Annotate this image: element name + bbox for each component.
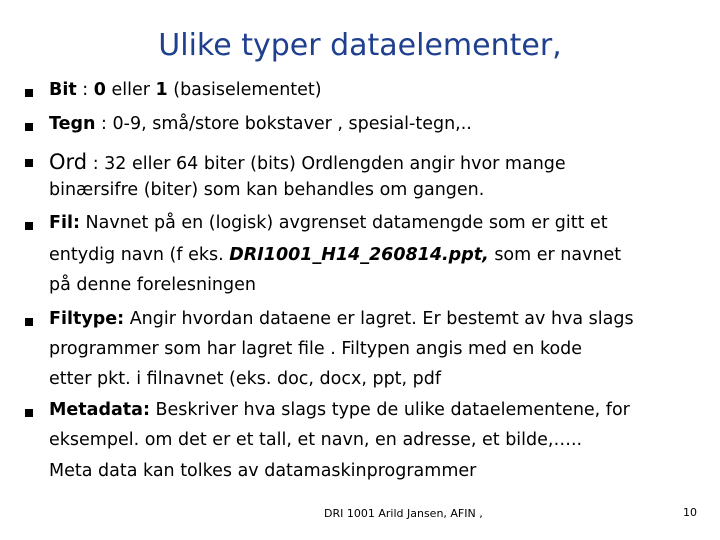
page-number: 10 [683, 506, 697, 519]
bullet-line [49, 245, 621, 265]
bullet-marker [25, 159, 33, 167]
text-segment: på denne forelesningen [49, 275, 256, 295]
text-segment: som er navnet [488, 245, 622, 265]
bullet-line [49, 369, 441, 389]
bullet-marker [25, 318, 33, 326]
bullet-marker [25, 123, 33, 131]
text-segment: 0 [93, 80, 106, 100]
bullet-line [49, 309, 634, 329]
text-segment: Metadata: [49, 400, 150, 420]
bullet-line [49, 180, 484, 200]
text-segment: Filtype: [49, 309, 125, 329]
text-segment: eksempel. om det er et tall, et navn, en adresse, et bilde,….. [49, 430, 583, 450]
bullet-line [49, 275, 256, 295]
text-segment: Ord [49, 150, 88, 174]
slide-title: Ulike typer dataelementer, [158, 28, 562, 63]
text-segment: Tegn [49, 114, 96, 134]
bullet-line [49, 461, 476, 481]
bullet-line [49, 80, 322, 100]
text-segment: Angir hvordan dataene er lagret. Er bestemt av hva slags [124, 309, 634, 329]
text-segment: : [76, 80, 94, 100]
text-segment: Navnet på en (logisk) avgrenset datamengde som er gitt et [79, 213, 608, 233]
text-segment: programmer som har lagret file . Filtypen angis med en kode [49, 339, 583, 359]
text-segment: (basiselementet) [167, 80, 322, 100]
text-segment: entydig navn (f eks. [49, 245, 230, 265]
bullet-marker [25, 222, 33, 230]
bullet-line [49, 213, 608, 233]
bullet-line [49, 150, 566, 174]
bullet-line [49, 400, 630, 420]
bullet-marker [25, 89, 33, 97]
text-segment: eller [105, 80, 156, 100]
bullet-marker [25, 409, 33, 417]
text-segment: Fil: [49, 213, 80, 233]
bullet-line [49, 114, 472, 134]
bullet-line [49, 430, 582, 450]
text-segment: Beskriver hva slags type de ulike dataelementene, for [149, 400, 630, 420]
bullet-line [49, 339, 582, 359]
footer-text: DRI 1001 Arild Jansen, AFIN , [324, 507, 483, 520]
text-segment: 1 [155, 80, 168, 100]
text-segment: Bit [49, 80, 77, 100]
text-segment: binærsifre (biter) som kan behandles om gangen. [49, 180, 485, 200]
text-segment: etter pkt. i filnavnet (eks. doc, docx, ppt, pdf [49, 369, 442, 389]
text-segment: DRI1001_H14_260814.ppt, [229, 245, 489, 265]
text-segment: Meta data kan tolkes av datamaskinprogrammer [49, 461, 477, 481]
text-segment: : 32 eller 64 biter (bits) Ordlengden angir hvor mange [87, 154, 566, 174]
text-segment: : 0-9, små/store bokstaver , spesial-tegn,.. [95, 114, 472, 134]
